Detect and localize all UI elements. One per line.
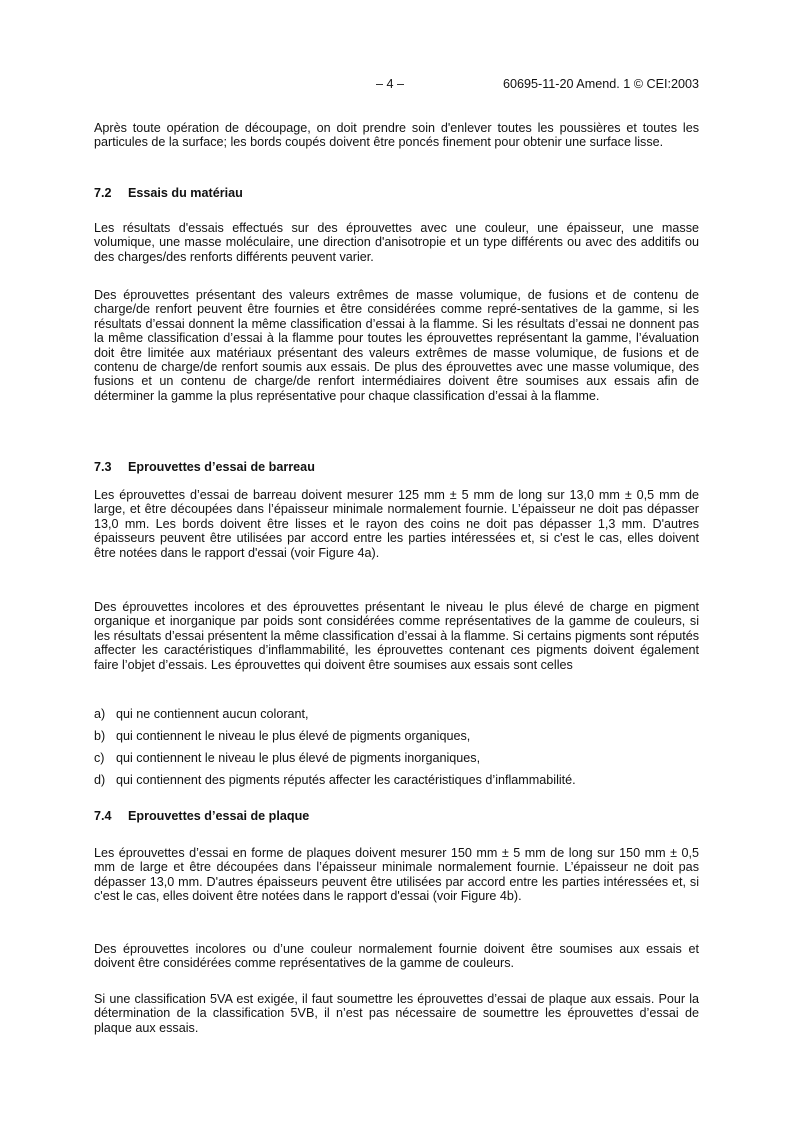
section-7-4-heading — [94, 809, 309, 823]
section-7-3-paragraph-2: Des éprouvettes incolores et des éprouvettes présentant le niveau le plus élevé de charge en pigment organique et inorganique par poids sont considérées comme représentatives de la gamme de couleurs, si les résultats d’essai présentent la même classification d’essai à la flamme. Si certains pigments sont réputés affecter les caractéristiques d’inflammabilité, les éprouvettes contenant ces pigments doivent également faire l’objet d’essais. Les éprouvettes qui doivent être soumises aux essais sont celles — [94, 600, 699, 672]
list-text: qui ne contiennent aucun colorant, — [116, 707, 309, 721]
page-header — [94, 77, 699, 93]
list-text: qui contiennent le niveau le plus élevé de pigments inorganiques, — [116, 751, 481, 765]
section-number: 7.4 — [94, 809, 112, 823]
list-text: qui contiennent des pigments réputés affecter les caractéristiques d’inflammabilité. — [116, 773, 576, 787]
list-marker: c) — [94, 751, 105, 765]
list-item-b — [94, 729, 699, 743]
section-7-4-paragraph-1: Les éprouvettes d’essai en forme de plaques doivent mesurer 150 mm ± 5 mm de long sur 150 mm ± 0,5 mm de large et être découpées dans l’épaisseur minimale normalement fournie. L’épaisseur ne doit pas dépasser 13,0 mm. D'autres épaisseurs peuvent être utilisées par accord entre les parties intéressées et, si c'est le cas, elles doivent être notées dans le rapport d'essai (voir Figure 4b). — [94, 846, 699, 904]
intro-paragraph: Après toute opération de découpage, on doit prendre soin d'enlever toutes les poussières et toutes les particules de la surface; les bords coupés doivent être poncés finement pour obtenir une surface lisse. — [94, 121, 699, 150]
list-marker: b) — [94, 729, 106, 743]
section-7-4-paragraph-2: Des éprouvettes incolores ou d’une couleur normalement fournie doivent être soumises aux essais et doivent être considérées comme représentatives de la gamme de couleurs. — [94, 942, 699, 971]
page-number: – 4 – — [376, 77, 405, 91]
section-7-2-paragraph-2: Des éprouvettes présentant des valeurs extrêmes de masse volumique, de fusions et de contenu de charge/de renfort peuvent être fournies et être considérées comme repré-sentatives de la gamme, si les résultats d’essai donnent la même classification d’essai à la flamme. Si les résultats d’essai ne donnent pas la même classification d’essai à la flamme pour toutes les éprouvettes représentant la gamme, l’évaluation doit être limitée aux matériaux présentant des valeurs extrêmes de masse volumique, de fusions et de contenu de charge/de renfort soumis aux essais. De plus des éprouvettes avec une masse volumique, des fusions et un contenu de charge/de renfort intermédiaires doivent être soumises aux essais afin de déterminer la gamme la plus représentative pour chaque classification d’essai à la flamme. — [94, 288, 699, 403]
list-item-c — [94, 751, 699, 765]
section-7-2-heading — [94, 186, 243, 200]
list-item-d — [94, 773, 699, 787]
section-title: Essais du matériau — [128, 186, 243, 200]
list-text: qui contiennent le niveau le plus élevé de pigments organiques, — [116, 729, 471, 743]
section-7-4-paragraph-3: Si une classification 5VA est exigée, il faut soumettre les éprouvettes d’essai de plaque aux essais. Pour la détermination de la classification 5VB, il n’est pas nécessaire de soumettre les éprouvettes d’essai de plaque aux essais. — [94, 992, 699, 1035]
document-reference: 60695-11-20 Amend. 1 © CEI:2003 — [503, 77, 699, 91]
list-marker: d) — [94, 773, 106, 787]
list-item-a — [94, 707, 699, 721]
section-title: Eprouvettes d’essai de plaque — [128, 809, 310, 823]
list-marker: a) — [94, 707, 106, 721]
section-number: 7.2 — [94, 186, 112, 200]
section-number: 7.3 — [94, 460, 112, 474]
section-7-2-paragraph-1: Les résultats d'essais effectués sur des éprouvettes avec une couleur, une épaisseur, une masse volumique, une masse moléculaire, une direction d'anisotropie et un type différents ou avec des additifs ou des charges/des renforts différents peuvent varier. — [94, 221, 699, 264]
section-7-3-heading — [94, 460, 315, 474]
section-title: Eprouvettes d’essai de barreau — [128, 460, 315, 474]
section-7-3-paragraph-1: Les éprouvettes d’essai de barreau doivent mesurer 125 mm ± 5 mm de long sur 13,0 mm ± 0,5 mm de large, et être découpées dans l’épaisseur minimale normalement fournie. L’épaisseur ne doit pas dépasser 13,0 mm. Les bords doivent être lisses et le rayon des coins ne doit pas dépasser 1,3 mm. D'autres épaisseurs peuvent être utilisées par accord entre les parties intéressées et, si c'est le cas, elles doivent être notées dans le rapport d'essai (voir Figure 4a). — [94, 488, 699, 560]
